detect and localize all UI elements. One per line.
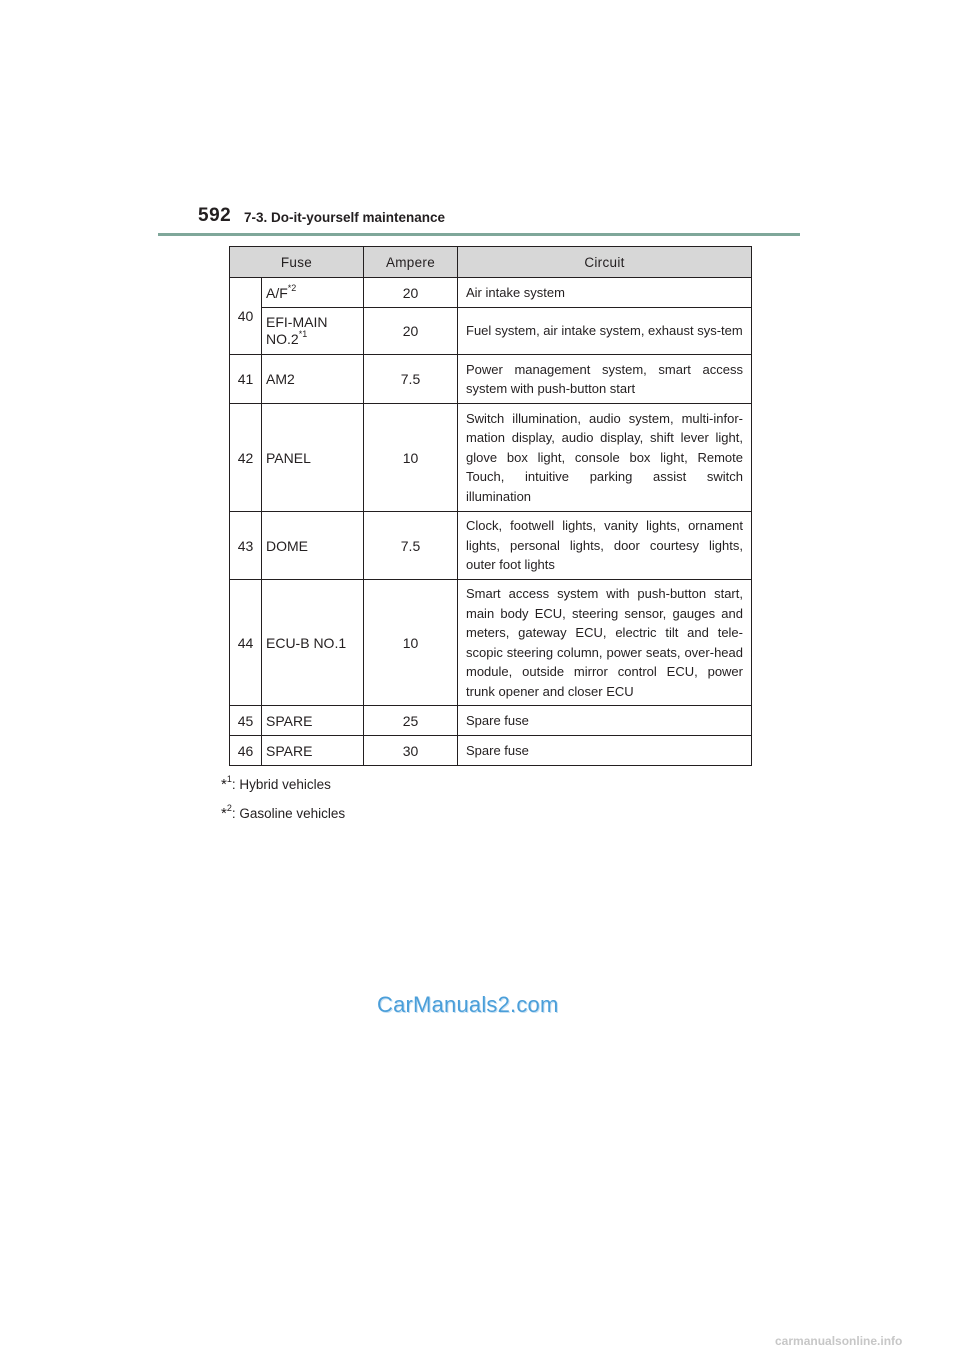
- footnote-gasoline: *$^2$: Gasoline vehicles: [221, 803, 346, 822]
- table-row: [230, 512, 752, 580]
- fuse-name: SPARE: [262, 706, 364, 736]
- fuse-number: 45: [230, 706, 262, 736]
- fuse-number: 41: [230, 355, 262, 404]
- fuse-circuit: Power management system, smart access system with push-button start: [458, 355, 752, 404]
- page-number: 592: [198, 205, 232, 226]
- fuse-ampere: 20: [364, 278, 458, 308]
- table-row: [230, 706, 752, 736]
- fuse-circuit: Fuel system, air intake system, exhaust sys-tem: [458, 308, 752, 355]
- watermark-carmanuals2: CarManuals2.com: [377, 992, 559, 1017]
- header-divider: [158, 233, 800, 236]
- fuse-number: 43: [230, 512, 262, 580]
- table-row: [230, 580, 752, 706]
- fuse-ampere: 7.5: [364, 512, 458, 580]
- fuse-number: 44: [230, 580, 262, 706]
- fuse-name: ECU-B NO.1: [262, 580, 364, 706]
- table-header-row: [230, 247, 752, 278]
- footnote-hybrid: *$^1$: Hybrid vehicles: [221, 774, 331, 793]
- section-title: 7-3. Do-it-yourself maintenance: [244, 210, 446, 225]
- fuse-name: AM2: [262, 355, 364, 404]
- table-row: [230, 278, 752, 308]
- fuse-name: SPARE: [262, 736, 364, 766]
- table-row: [230, 355, 752, 404]
- fuse-number: 40: [230, 278, 262, 355]
- fuse-ampere: 25: [364, 706, 458, 736]
- fuse-circuit: Switch illumination, audio system, multi-infor-mation display, audio display, shift lever light, glove box light, console box light, Remote Touch, intuitive parking assist switch illumination: [458, 404, 752, 512]
- column-header-ampere: Ampere: [364, 247, 458, 278]
- table-row: [230, 404, 752, 512]
- fuse-name: EFI-MAIN NO.2$^{*1}$: [262, 308, 364, 355]
- fuse-name: DOME: [262, 512, 364, 580]
- fuse-number: 46: [230, 736, 262, 766]
- fuse-circuit: Smart access system with push-button start, main body ECU, steering sensor, gauges and meters, gateway ECU, electric tilt and tele-scopic steering column, power seats, over-head module, outside mirror control ECU, power trunk opener and closer ECU: [458, 580, 752, 706]
- fuse-name: PANEL: [262, 404, 364, 512]
- fuse-circuit: Clock, footwell lights, vanity lights, ornament lights, personal lights, door courtesy lights, outer foot lights: [458, 512, 752, 580]
- watermark-carmanualsonline: carmanualsonline.info: [775, 1334, 903, 1348]
- fuse-name: $A/F^{*2}$: [262, 278, 364, 308]
- column-header-fuse: Fuse: [230, 247, 364, 278]
- table-row: [230, 308, 752, 355]
- fuse-circuit: Spare fuse: [458, 706, 752, 736]
- table-row: [230, 736, 752, 766]
- column-header-circuit: Circuit: [458, 247, 752, 278]
- fuse-table: [229, 246, 752, 766]
- fuse-ampere: 7.5: [364, 355, 458, 404]
- fuse-circuit: Spare fuse: [458, 736, 752, 766]
- fuse-ampere: 30: [364, 736, 458, 766]
- fuse-ampere: 10: [364, 404, 458, 512]
- fuse-ampere: 10: [364, 580, 458, 706]
- fuse-number: 42: [230, 404, 262, 512]
- fuse-ampere: 20: [364, 308, 458, 355]
- fuse-circuit: Air intake system: [458, 278, 752, 308]
